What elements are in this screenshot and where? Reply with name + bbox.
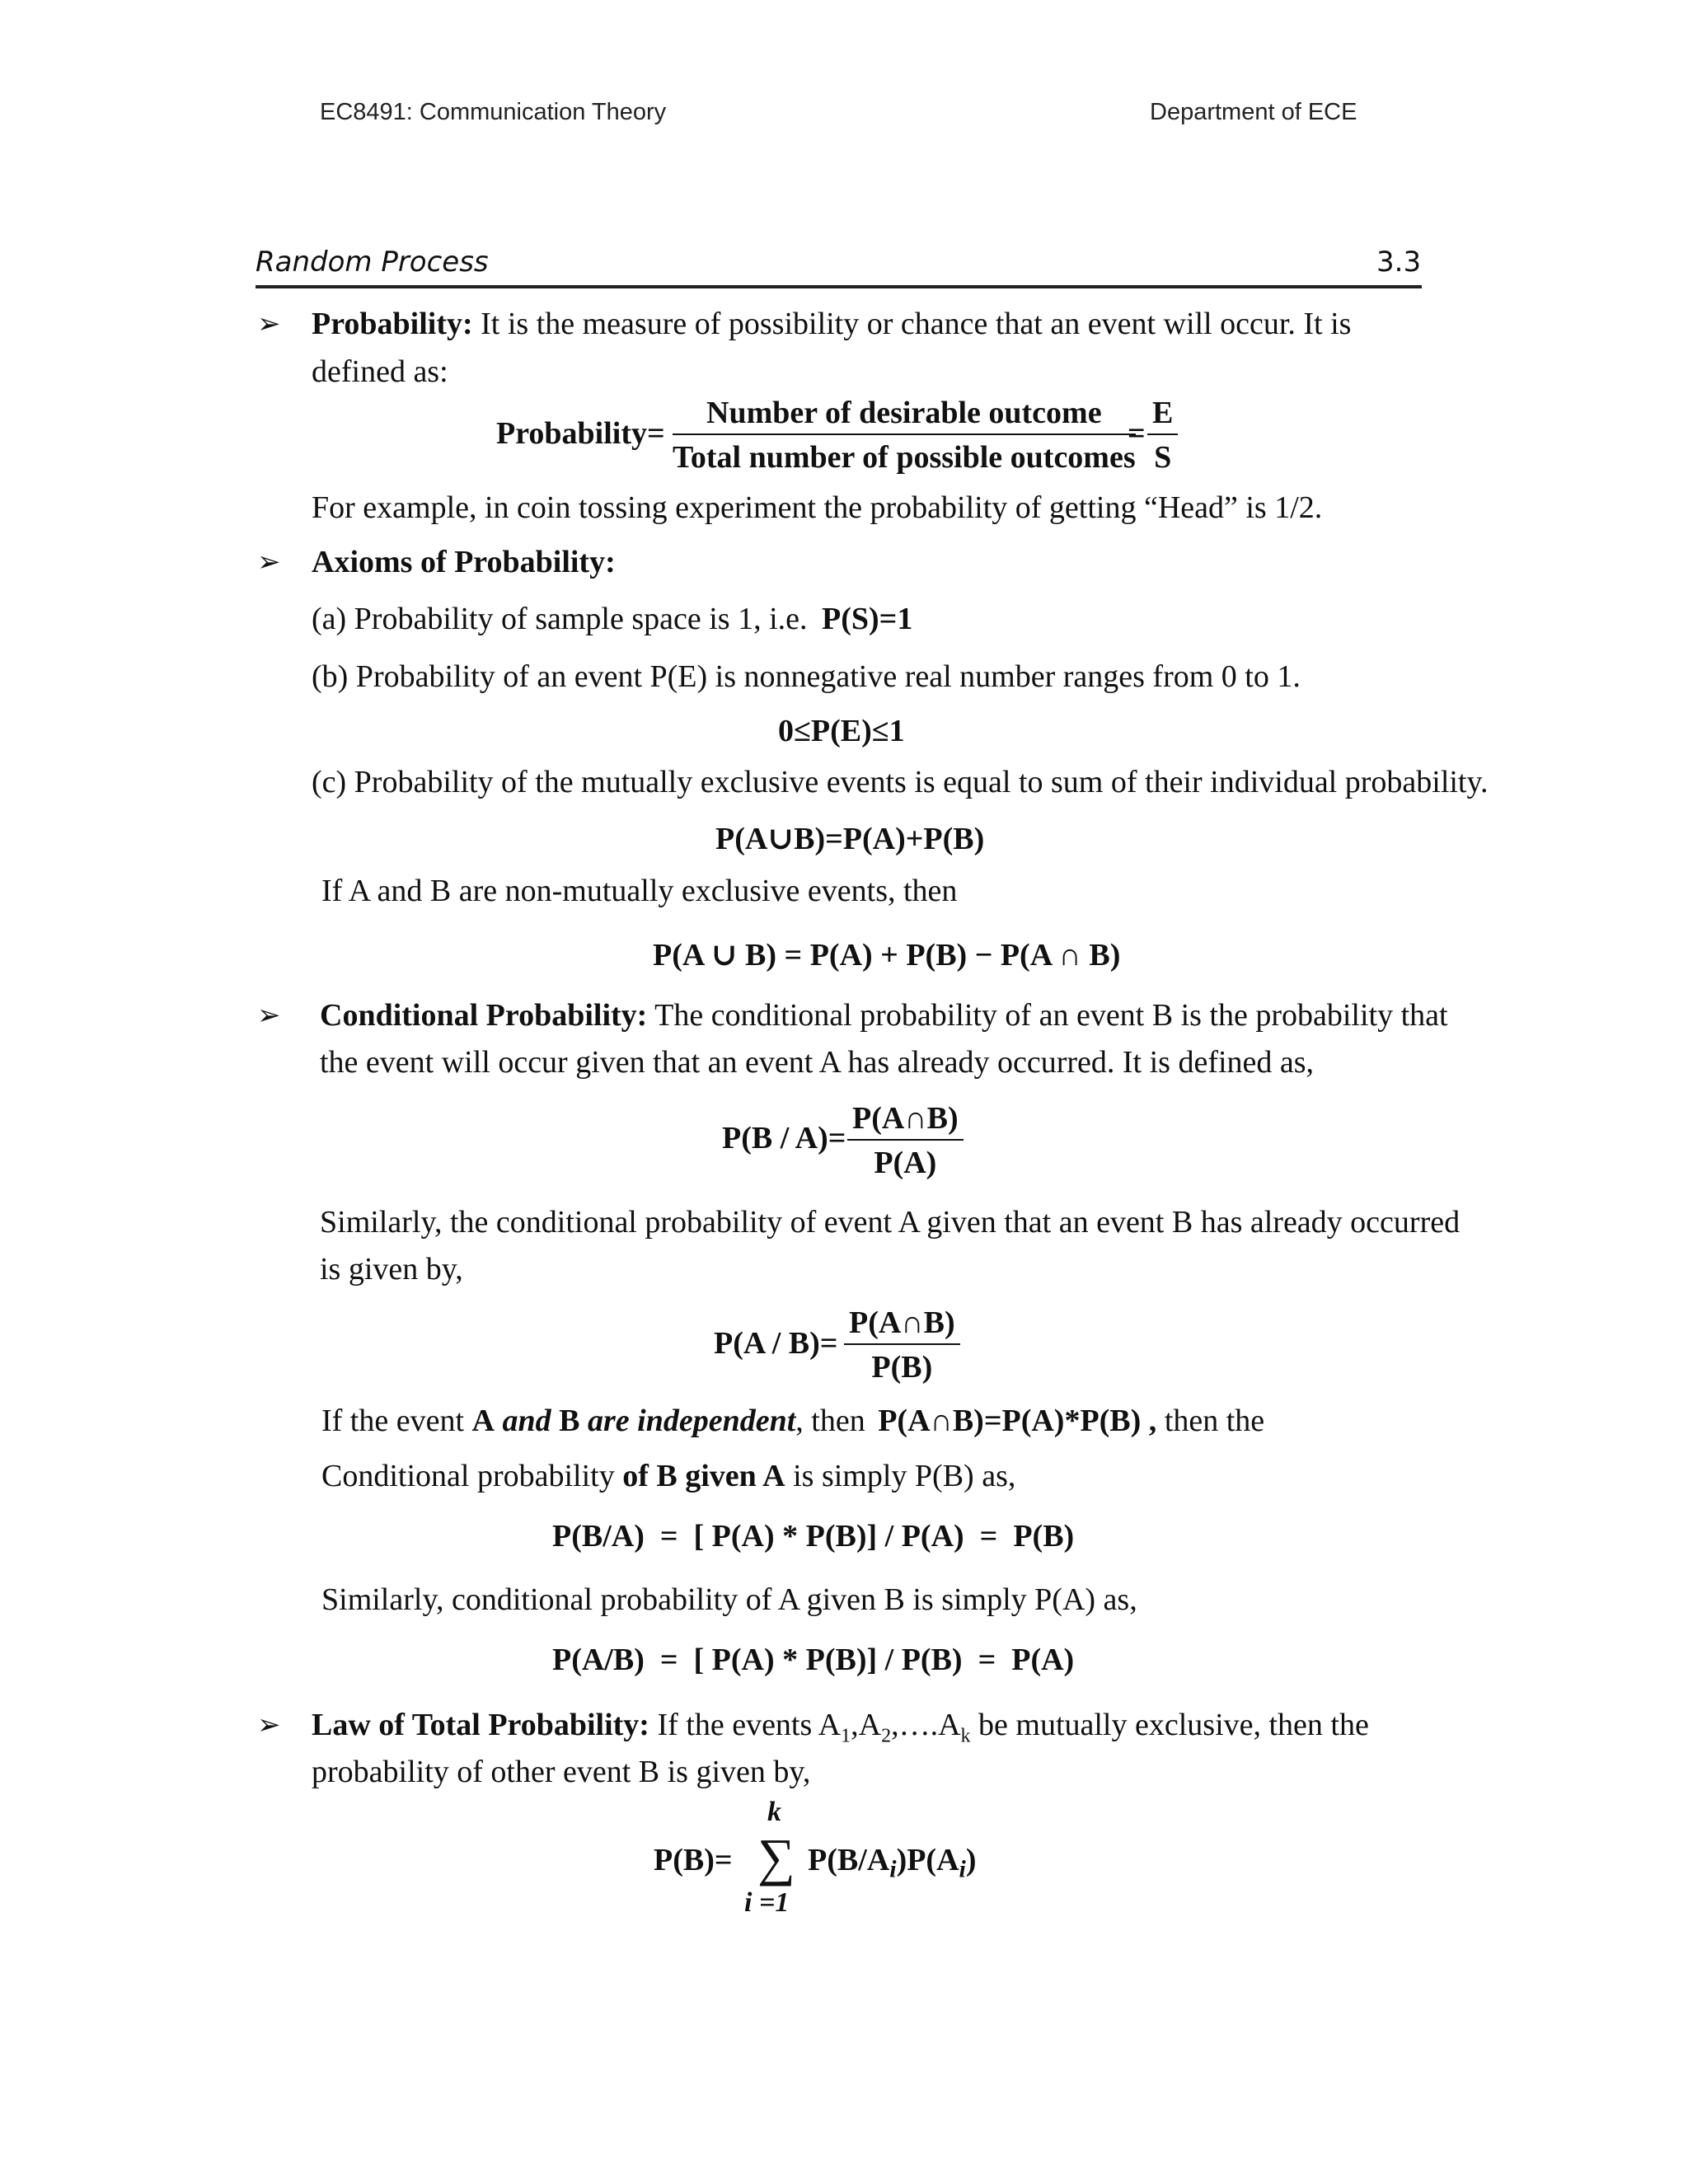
coin-example: For example, in coin tossing experiment the probability of getting “Head” is 1/2. <box>312 490 1323 525</box>
total-eq-rhs-mid: )P(A <box>896 1843 959 1877</box>
total-eq-rhs <box>808 1842 977 1884</box>
ind-text-g: then the <box>1164 1404 1265 1438</box>
probability-line-1 <box>312 305 1351 343</box>
section-title: Random Process <box>256 246 489 279</box>
summation-icon: ∑ <box>757 1828 795 1886</box>
total-eq-rhs-i1: i <box>889 1855 897 1883</box>
conditional-line-2: the event will occur given that an event A has already occurred. It is defined as, <box>320 1045 1315 1080</box>
similarly-line-3: Similarly, conditional probability of A given B is simply P(A) as, <box>321 1582 1137 1617</box>
total-eq-rhs-end: ) <box>965 1843 977 1877</box>
axiom-c: (c) Probability of the mutually exclusive events is equal to sum of their individual probability. <box>312 765 1489 799</box>
conditional-term: Conditional Probability: <box>320 998 648 1033</box>
ind-text-c: and <box>502 1404 551 1438</box>
probability-eq-label: Probability= <box>496 416 665 451</box>
probability-term: Probability: <box>312 307 473 341</box>
ind-text-d: B <box>559 1404 580 1438</box>
sigma-lower-limit: i =1 <box>744 1887 790 1918</box>
non-mutually-exclusive-eq: P(A ∪ B) = P(A) + P(B) − P(A ∩ B) <box>653 938 1121 972</box>
probability-es-fraction <box>1147 394 1178 476</box>
cp-text-b: of <box>622 1459 649 1493</box>
cp-text-d: is simply P(B) as, <box>793 1459 1016 1493</box>
ind-eq: P(A∩B)=P(A)*P(B) , <box>878 1404 1157 1438</box>
axiom-a-text: (a) Probability of sample space is 1, i.e. <box>312 602 808 636</box>
axiom-b-eq: 0≤P(E)≤1 <box>778 714 905 748</box>
probability-es-num: E <box>1147 394 1178 435</box>
department-header: Department of ECE <box>1150 99 1357 125</box>
axioms-term: Axioms of Probability: <box>312 545 616 579</box>
similarly-line-1: Similarly, the conditional probability of event A given that an event B has already occurred <box>320 1205 1461 1240</box>
cp-line <box>321 1457 1015 1495</box>
section-rule <box>256 285 1422 288</box>
cp-text-c: B given A <box>656 1459 785 1493</box>
cond-eq2-den: P(B) <box>871 1350 933 1385</box>
bullet-arrow-icon: ➢ <box>257 1708 281 1741</box>
probability-fraction <box>673 394 1136 476</box>
cond-eq2-num: P(A∩B) <box>844 1304 960 1345</box>
total-eq-rhs-a: P(B/A <box>808 1843 890 1877</box>
ind-text-a: If the event <box>321 1404 465 1438</box>
cond-eq1-den: P(A) <box>874 1146 937 1180</box>
cond-eq3: P(B/A) = [ P(A) * P(B)] / P(A) = P(B) <box>552 1519 1075 1554</box>
total-line-1 <box>312 1706 1369 1755</box>
conditional-line-1 <box>320 996 1448 1034</box>
axiom-a-eq: P(S)=1 <box>822 602 913 636</box>
total-sub-2: 2 <box>881 1725 892 1747</box>
axiom-c-eq: P(A∪B)=P(A)+P(B) <box>715 822 985 856</box>
total-term: Law of Total Probability: <box>312 1708 649 1742</box>
cond-eq1-fraction <box>847 1099 964 1182</box>
equals-sign: = <box>1128 416 1146 451</box>
bullet-arrow-icon: ➢ <box>257 546 281 579</box>
probability-es-den: S <box>1154 440 1172 475</box>
total-sub-k: k <box>960 1725 971 1747</box>
total-text-a: If the events A <box>657 1708 842 1742</box>
probability-line-2: defined as: <box>312 354 448 389</box>
total-sub-1: 1 <box>841 1725 851 1747</box>
ind-text-b: A <box>471 1404 495 1438</box>
sigma-upper-limit: k <box>767 1797 781 1827</box>
conditional-text-1: The conditional probability of an event B is the probability that <box>654 998 1448 1033</box>
cond-eq1-lhs: P(B / A)= <box>722 1121 846 1155</box>
cp-text-a: Conditional probability <box>321 1459 615 1493</box>
ind-text-e: are independent <box>587 1404 796 1438</box>
cond-eq4: P(A/B) = [ P(A) * P(B)] / P(B) = P(A) <box>552 1643 1075 1677</box>
probability-text-1: It is the measure of possibility or chance that an event will occur. It is <box>481 307 1352 341</box>
page-number: 3.3 <box>1376 246 1422 279</box>
bullet-arrow-icon: ➢ <box>257 307 281 340</box>
course-header: EC8491: Communication Theory <box>320 99 667 125</box>
total-dots: ,….A <box>891 1708 961 1742</box>
ind-text-f: , then <box>795 1404 865 1438</box>
total-line-2: probability of other event B is given by, <box>312 1755 811 1789</box>
similarly-line-2: is given by, <box>320 1252 463 1286</box>
cond-eq2-lhs: P(A / B)= <box>714 1326 838 1361</box>
total-eq-lhs: P(B)= <box>654 1843 733 1877</box>
probability-fraction-num: Number of desirable outcome <box>673 394 1136 435</box>
total-comma: ,A <box>851 1708 882 1742</box>
cond-eq1-num: P(A∩B) <box>847 1099 964 1141</box>
cond-eq2-fraction <box>844 1304 960 1386</box>
independent-line <box>321 1402 1264 1440</box>
probability-fraction-den: Total number of possible outcomes <box>673 440 1136 475</box>
total-text-b: be mutually exclusive, then the <box>978 1708 1369 1742</box>
total-eq-rhs-i2: i <box>959 1855 966 1883</box>
axiom-b: (b) Probability of an event P(E) is nonnegative real number ranges from 0 to 1. <box>312 659 1301 694</box>
axiom-a <box>312 600 912 638</box>
bullet-arrow-icon: ➢ <box>257 999 281 1032</box>
probability-eq-label-text: Probability <box>496 416 647 451</box>
non-mutually-exclusive: If A and B are non-mutually exclusive events, then <box>321 874 958 908</box>
